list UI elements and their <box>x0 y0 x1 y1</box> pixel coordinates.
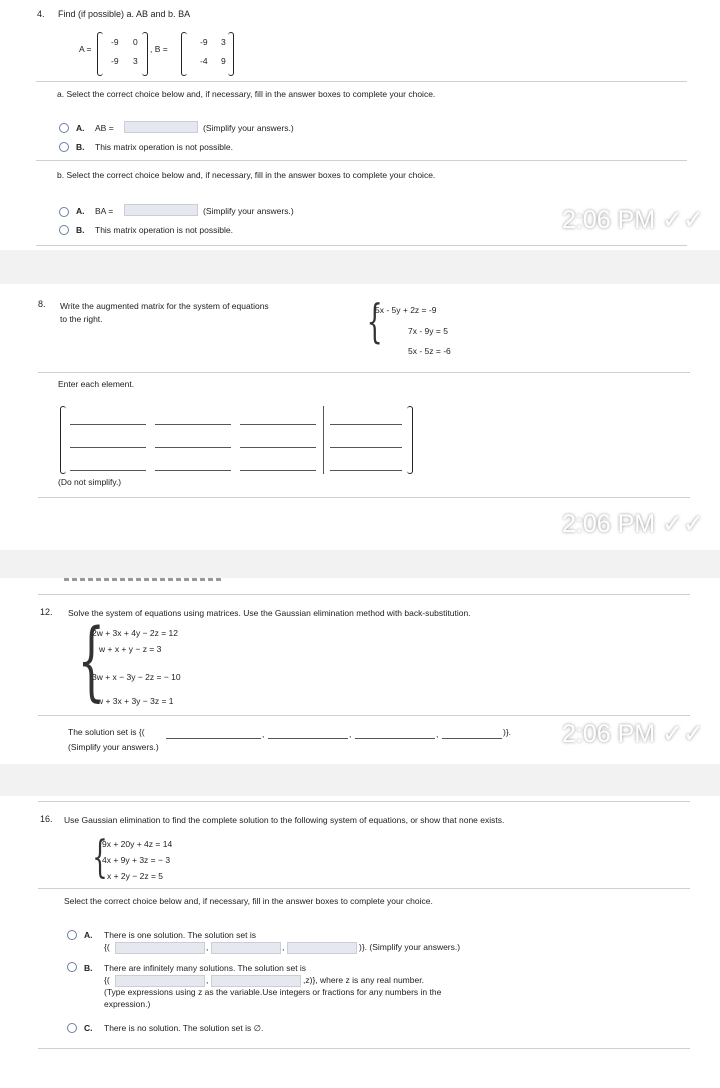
radio-option-b[interactable] <box>67 962 77 972</box>
option-letter: B. <box>76 225 85 235</box>
one-solution-y-box[interactable] <box>211 942 281 954</box>
option-letter: C. <box>84 1023 93 1033</box>
equation: −w + 3x + 3y − 3z = 1 <box>92 696 174 706</box>
matrix-a-cell: -9 <box>111 37 119 47</box>
equation: 5x - 5z = -6 <box>408 346 451 356</box>
equation: 3w + x − 3y − 2z = − 10 <box>92 672 181 682</box>
question-16-card <box>0 796 720 1088</box>
radio-b-option-b[interactable] <box>59 225 69 235</box>
option-text: There is no solution. The solution set is ∅. <box>104 1023 264 1033</box>
question-number: 8. <box>38 299 46 309</box>
matrix-entry-r3c2[interactable] <box>155 470 231 471</box>
option-text: There is one solution. The solution set is <box>104 930 256 940</box>
infinite-solution-x-box[interactable] <box>115 975 205 987</box>
option-letter: B. <box>76 142 85 152</box>
message-timestamp: 2:06 PM ✓✓ <box>562 206 704 234</box>
augmented-matrix-left-bracket <box>60 406 66 474</box>
matrix-b-cell: 9 <box>221 56 226 66</box>
matrix-entry-r3c3[interactable] <box>240 470 316 471</box>
option-letter: A. <box>76 123 85 133</box>
comma: , <box>349 729 352 739</box>
option-letter: A. <box>76 206 85 216</box>
option-letter: A. <box>84 930 93 940</box>
question-4-card <box>0 0 720 250</box>
matrix-a-cell: -9 <box>111 56 119 66</box>
equation: x + 2y − 2z = 5 <box>107 871 163 881</box>
matrix-entry-r3c4[interactable] <box>330 470 402 471</box>
message-timestamp: 2:06 PM ✓✓ <box>562 510 704 538</box>
question-number: 4. <box>37 9 45 19</box>
ab-answer-box[interactable] <box>124 121 198 133</box>
question-number: 16. <box>40 814 53 824</box>
matrix-b-left-bracket <box>181 32 187 76</box>
ba-answer-box[interactable] <box>124 204 198 216</box>
matrix-entry-r2c2[interactable] <box>155 447 231 448</box>
divider <box>36 245 687 246</box>
matrix-b-right-bracket <box>228 32 234 76</box>
question-prompt: Find (if possible) a. AB and b. BA <box>58 9 191 19</box>
divider <box>38 801 690 802</box>
divider <box>38 372 690 373</box>
matrix-entry-r2c1[interactable] <box>70 447 146 448</box>
matrix-b-cell: -4 <box>200 56 208 66</box>
comma: , <box>282 942 285 952</box>
option-hint: (Simplify your answers.) <box>203 123 294 133</box>
solution-suffix: )}. <box>503 727 512 737</box>
matrix-b-cell: -9 <box>200 37 208 47</box>
solution-x-input[interactable] <box>268 738 348 739</box>
message-timestamp: 2:06 PM ✓✓ <box>562 720 704 748</box>
matrix-entry-r2c4[interactable] <box>330 447 402 448</box>
part-a-instruction: a. Select the correct choice below and, if necessary, fill in the answer boxes to complete your choice. <box>57 89 436 99</box>
equation: 5x - 5y + 2z = -9 <box>375 305 437 315</box>
augment-divider <box>323 406 324 474</box>
equation: 4x + 9y + 3z = − 3 <box>102 855 171 865</box>
matrix-entry-r1c4[interactable] <box>330 424 402 425</box>
matrix-a-label: A = <box>79 44 92 54</box>
matrix-b-label: , B = <box>150 44 168 54</box>
matrix-entry-r2c3[interactable] <box>240 447 316 448</box>
divider <box>36 160 687 161</box>
instruction: Enter each element. <box>58 379 135 389</box>
instruction: Select the correct choice below and, if necessary, fill in the answer boxes to complete your choice. <box>64 896 433 906</box>
question-prompt-line2: to the right. <box>60 314 103 324</box>
option-letter: B. <box>84 963 93 973</box>
set-open: {( <box>104 975 110 985</box>
option-text: This matrix operation is not possible. <box>95 225 233 235</box>
option-text: AB = <box>95 123 114 133</box>
system-brace: { <box>366 294 383 348</box>
hint: (Simplify your answers.) <box>68 742 159 752</box>
divider <box>38 1048 690 1049</box>
divider <box>38 715 690 716</box>
option-close: ,z)}, where z is any real number. <box>303 975 424 985</box>
option-hint-line1: (Type expressions using z as the variable.Use integers or fractions for any numbers in the <box>104 987 442 997</box>
matrix-a-left-bracket <box>97 32 103 76</box>
one-solution-x-box[interactable] <box>115 942 205 954</box>
option-hint-line2: expression.) <box>104 999 151 1009</box>
comma: , <box>262 729 265 739</box>
equation: 7x - 9y = 5 <box>408 326 448 336</box>
question-prompt: Solve the system of equations using matrices. Use the Gaussian elimination method with back-substitution. <box>68 608 471 618</box>
radio-option-c[interactable] <box>67 1023 77 1033</box>
question-12-card <box>0 578 720 764</box>
question-prompt-line1: Write the augmented matrix for the system of equations <box>60 301 269 311</box>
comma: , <box>436 729 439 739</box>
option-close: )}. (Simplify your answers.) <box>359 942 461 952</box>
divider <box>38 888 690 889</box>
comma: , <box>206 975 209 985</box>
augmented-matrix-right-bracket <box>407 406 413 474</box>
option-text: There are infinitely many solutions. The solution set is <box>104 963 307 973</box>
option-hint: (Simplify your answers.) <box>203 206 294 216</box>
set-open: {( <box>104 942 110 952</box>
radio-option-a[interactable] <box>67 930 77 940</box>
matrix-entry-r3c1[interactable] <box>70 470 146 471</box>
infinite-solution-y-box[interactable] <box>211 975 301 987</box>
divider <box>36 81 687 82</box>
question-number: 12. <box>40 607 53 617</box>
radio-a-option-a[interactable] <box>59 123 69 133</box>
one-solution-z-box[interactable] <box>287 942 357 954</box>
cropped-text-remnant <box>64 578 224 581</box>
equation: w + x + y − z = 3 <box>99 644 162 654</box>
matrix-entry-r1c1[interactable] <box>70 424 146 425</box>
question-prompt: Use Gaussian elimination to find the complete solution to the following system of equations, or show that none exists. <box>64 815 505 825</box>
equation: 2w + 3x + 4y − 2z = 12 <box>92 628 179 638</box>
solution-prefix: The solution set is {( <box>68 727 145 737</box>
matrix-a-right-bracket <box>142 32 148 76</box>
question-8-card <box>0 284 720 550</box>
solution-z-input[interactable] <box>442 738 502 739</box>
solution-w-input[interactable] <box>166 738 261 739</box>
option-text: BA = <box>95 206 114 216</box>
system-brace: { <box>92 832 108 883</box>
part-b-instruction: b. Select the correct choice below and, if necessary, fill in the answer boxes to complete your choice. <box>57 170 436 180</box>
solution-y-input[interactable] <box>355 738 435 739</box>
matrix-a-cell: 0 <box>133 37 138 47</box>
divider <box>38 497 690 498</box>
equation: 9x + 20y + 4z = 14 <box>102 839 173 849</box>
matrix-b-cell: 3 <box>221 37 226 47</box>
matrix-entry-r1c3[interactable] <box>240 424 316 425</box>
divider <box>38 594 690 595</box>
matrix-a-cell: 3 <box>133 56 138 66</box>
radio-a-option-b[interactable] <box>59 142 69 152</box>
matrix-entry-r1c2[interactable] <box>155 424 231 425</box>
option-text: This matrix operation is not possible. <box>95 142 233 152</box>
comma: , <box>206 942 209 952</box>
radio-b-option-a[interactable] <box>59 207 69 217</box>
system-brace: { <box>77 611 106 711</box>
hint: (Do not simplify.) <box>58 477 122 487</box>
